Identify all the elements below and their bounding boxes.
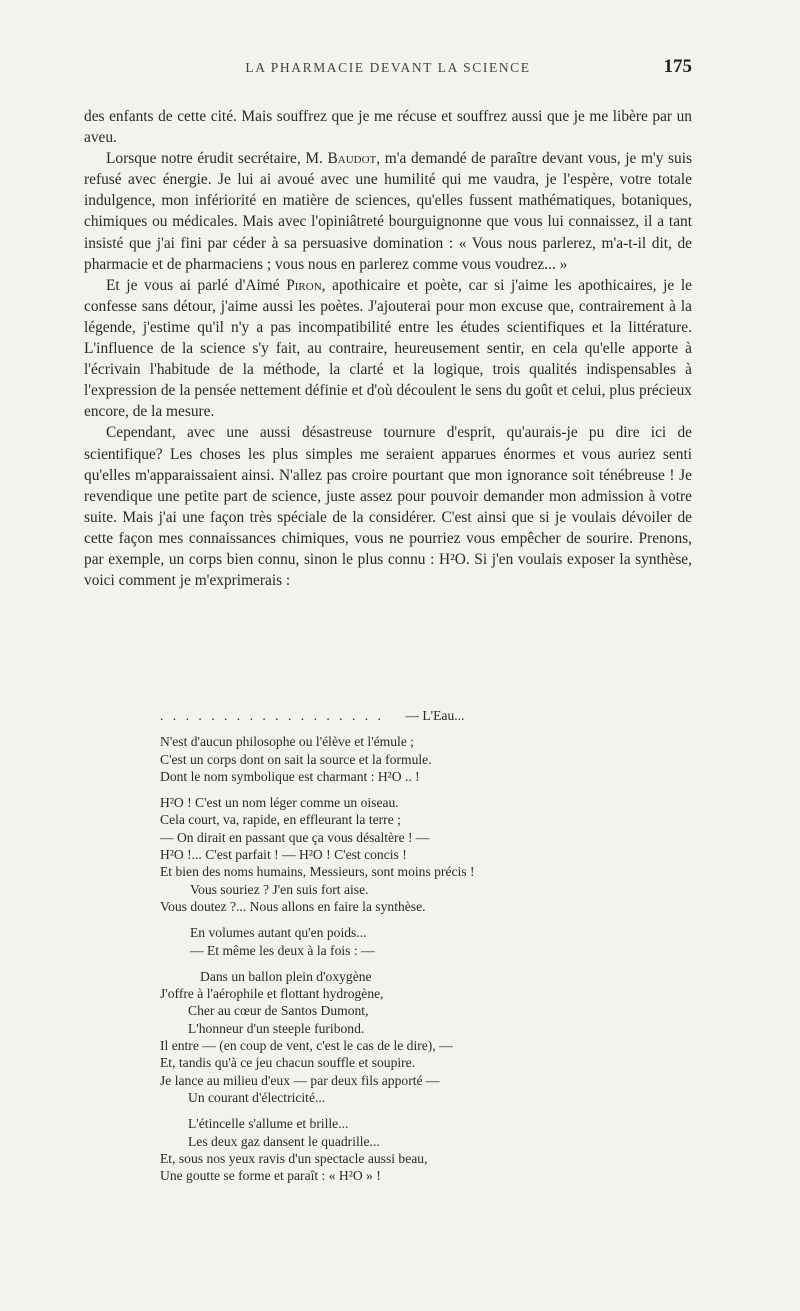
verse-line: Et, tandis qu'à ce jeu chacun souffle et soupire.: [160, 1055, 416, 1071]
person-name: Baudot: [327, 150, 377, 168]
stanza-s5: [160, 1115, 660, 1184]
text-segment: Cependant, avec une aussi désastreuse tournure d'esprit, qu'aurais-je pu dire ici de scientifique? Les choses les plus simples me seraient apparues énormes et vous auriez senti qu'elles m'apparaissaient ainsi. N'allez pas croire pourtant que mon ignorance soit ténébreuse ! Je revendique une petite part de science, juste assez pour pouvoir demander mon admission à votre suite. Mais j'ai une façon très spéciale de la considérer. C'est ainsi que si je voulais dévoiler de cette façon mes connaissances chimiques, vous ne pourriez vous empêcher de sourire. Prenons, par exemple, un corps bien connu, sinon le plus connu : H²O. Si j'en voulais exposer la synthèse, voici comment je m'exprimerais :: [84, 424, 692, 590]
page-number: 175: [663, 56, 692, 77]
verse-line: Cela court, va, rapide, en effleurant la terre ;: [160, 812, 401, 828]
verse-line: Je lance au milieu d'eux — par deux fils apporté —: [160, 1072, 440, 1088]
verse-line: Cher au cœur de Santos Dumont,: [188, 1003, 369, 1019]
person-name: Piron: [286, 276, 322, 294]
poem-opening-line: [160, 707, 660, 724]
text-segment: Lorsque notre érudit secrétaire, M.: [106, 150, 328, 168]
paragraph-p3: [84, 275, 692, 423]
stanza-s4: [160, 968, 660, 1106]
verse-line: Un courant d'électricité...: [188, 1089, 326, 1105]
verse-line: — On dirait en passant que ça vous désaltère ! —: [160, 829, 430, 845]
verse-line: H²O ! C'est un nom léger comme un oiseau.: [160, 795, 399, 811]
poem: [160, 707, 660, 1193]
verse-line: J'offre à l'aérophile et flottant hydrogène,: [160, 986, 384, 1002]
verse-line: N'est d'aucun philosophe ou l'élève et l'émule ;: [160, 734, 415, 750]
verse-line: Les deux gaz dansent le quadrille...: [188, 1133, 380, 1149]
verse-line: Vous souriez ? J'en suis fort aise.: [190, 881, 369, 897]
verse-line: L'honneur d'un steeple furibond.: [188, 1020, 365, 1036]
paragraph-p1: [84, 106, 692, 148]
verse-line: C'est un corps dont on sait la source et la formule.: [160, 751, 432, 767]
verse-line: Dans un ballon plein d'oxygène: [200, 968, 372, 984]
verse-line: L'étincelle s'allume et brille...: [188, 1116, 349, 1132]
verse-line: Vous doutez ?... Nous allons en faire la synthèse.: [160, 898, 426, 914]
text-segment: Et je vous ai parlé d'Aimé: [106, 276, 287, 294]
verse-line: Une goutte se forme et paraît : « H²O » !: [160, 1168, 381, 1184]
paragraph-p4: [84, 422, 692, 591]
verse-line: Et bien des noms humains, Messieurs, sont moins précis !: [160, 864, 475, 880]
stanza-s2: [160, 794, 660, 915]
verse-line: Et, sous nos yeux ravis d'un spectacle aussi beau,: [160, 1150, 428, 1166]
paragraph-p2: [84, 148, 692, 275]
verse-line: En volumes autant qu'en poids...: [190, 925, 367, 941]
verse-line: Dont le nom symbolique est charmant : H²O .. !: [160, 768, 420, 784]
stanza-s3: [160, 924, 660, 959]
verse-line: Il entre — (en coup de vent, c'est le cas de le dire), —: [160, 1038, 453, 1054]
page-header: [84, 56, 692, 80]
prose-body: [84, 106, 692, 591]
ellipsis-dots: . . . . . . . . . . . . . . . . . .: [160, 708, 384, 723]
text-segment: des enfants de cette cité. Mais souffrez que je me récuse et souffrez aussi que je me libère par un aveu.: [84, 108, 692, 147]
stanza-s1: [160, 733, 660, 785]
text-segment: , m'a demandé de paraître devant vous, je m'y suis refusé avec énergie. Je lui ai avoué avec une humilité qui me vaudra, je l'espère, votre totale indulgence, mon infériorité en matière de sciences, qu'elles fussent mathématiques, botaniques, chimiques ou médicales. Mais avec l'opiniâtreté bourguignonne que vous lui connaissez, il a tant insisté que j'ai fini par céder à sa persuasive domination : « Vous nous parlerez, m'a-t-il dit, de pharmacie et de pharmaciens ; vous nous en parlerez comme vous voudrez... »: [84, 150, 692, 273]
running-title: LA PHARMACIE DEVANT LA SCIENCE: [245, 60, 531, 75]
verse-line: H²O !... C'est parfait ! — H²O ! C'est concis !: [160, 847, 407, 863]
poem-cue: — L'Eau...: [405, 708, 465, 723]
verse-line: — Et même les deux à la fois : —: [190, 942, 375, 958]
text-segment: , apothicaire et poète, car si j'aime les apothicaires, je le confesse sans détour, j'aime aussi les poètes. J'ajouterai pour mon excuse que, contrairement à la légende, j'estime qu'il n'y a pas incompatibilité entre les études scientifiques et la littérature. L'influence de la science s'y fait, au contraire, heureusement sentir, en cela qu'elle apporte à l'écrivain l'habitude de la méthode, la clarté et la logique, trois qualités indispensables à l'expression de la pensée nettement définie et d'où découlent le sens du goût et celui, plus précieux encore, de la mesure.: [84, 276, 692, 421]
poem-stanzas: [160, 733, 660, 1184]
